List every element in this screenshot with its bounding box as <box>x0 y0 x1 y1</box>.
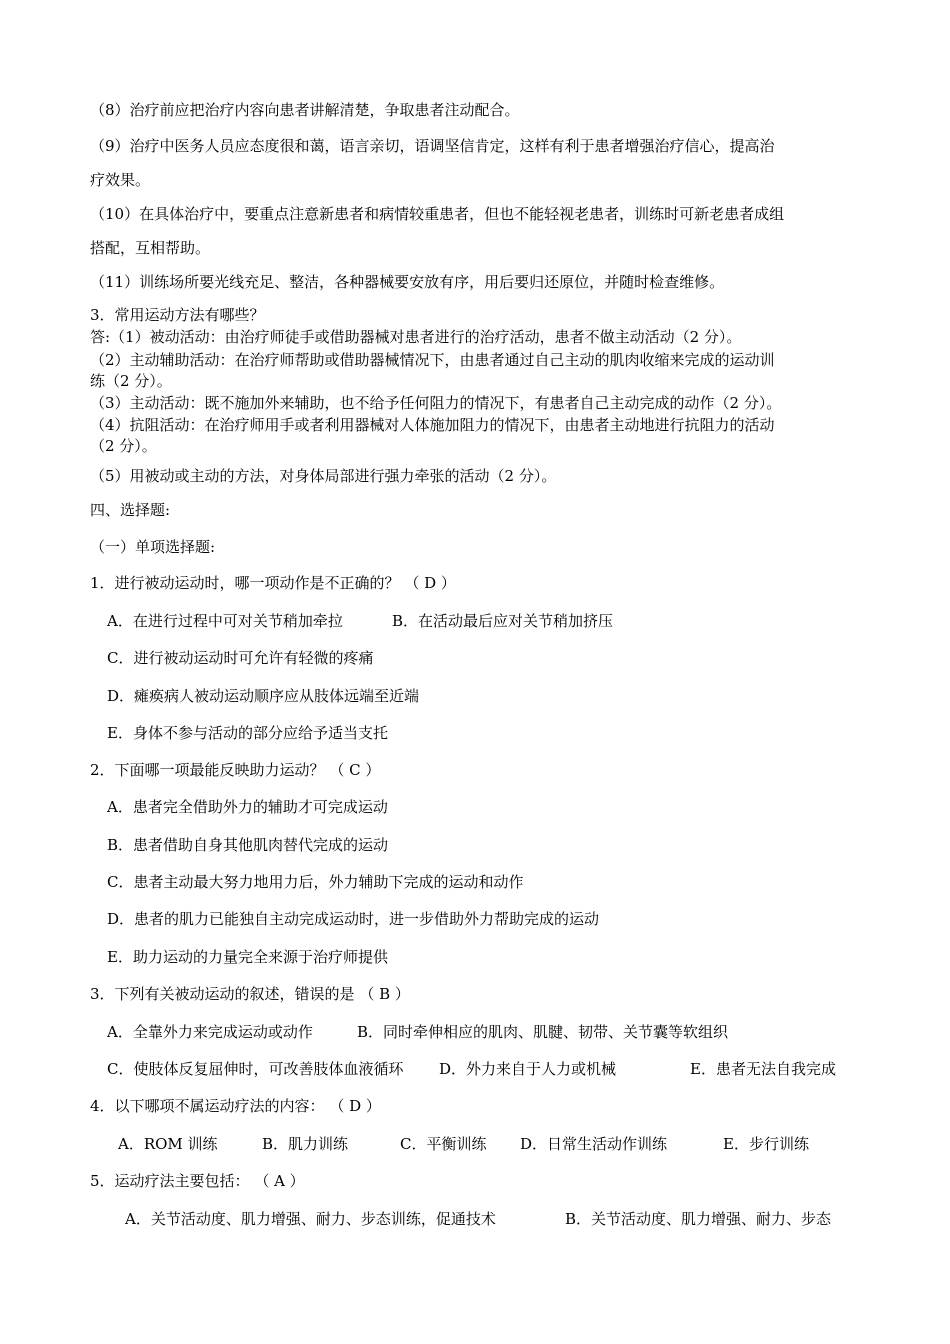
question-1-stem: 1．进行被动运动时，哪一项动作是不正确的？ （ D ） <box>90 574 456 592</box>
note-11: （11）训练场所要光线充足、整洁，各种器械要安放有序，用后要归还原位，并随时检查维修。 <box>90 273 725 291</box>
question-4-option-b: B．肌力训练 <box>262 1135 349 1153</box>
note-10-line2: 搭配，互相帮助。 <box>90 239 211 257</box>
question-5-option-a: A．关节活动度、肌力增强、耐力、步态训练，促通技术 <box>125 1210 496 1228</box>
question-1-option-e: E．身体不参与活动的部分应给予适当支托 <box>107 724 388 742</box>
question-1-option-d: D．瘫痪病人被动运动顺序应从肢体远端至近端 <box>107 687 420 705</box>
question-1-option-a: A．在进行过程中可对关节稍加牵拉 <box>107 612 343 630</box>
q3-answer-2-line1: （2）主动辅助活动：在治疗师帮助或借助器械情况下，由患者通过自己主动的肌肉收缩来完成的运动训 <box>90 351 775 369</box>
question-3-option-e: E．患者无法自我完成 <box>690 1060 836 1078</box>
question-2-option-a: A．患者完全借助外力的辅助才可完成运动 <box>107 798 388 816</box>
question-1-option-b: B．在活动最后应对关节稍加挤压 <box>392 612 614 630</box>
question-2-option-e: E．助力运动的力量完全来源于治疗师提供 <box>107 948 388 966</box>
note-10-line1: （10）在具体治疗中，要重点注意新患者和病情较重患者，但也不能轻视老患者，训练时可新老患者成组 <box>90 205 785 223</box>
question-4-stem: 4．以下哪项不属运动疗法的内容： （ D ） <box>90 1097 381 1115</box>
question-4-option-a: A．ROM 训练 <box>118 1135 218 1153</box>
question-4-option-e: E．步行训练 <box>723 1135 809 1153</box>
question-2-stem: 2．下面哪一项最能反映助力运动？ （ C ） <box>90 761 381 779</box>
question-2-option-b: B．患者借助自身其他肌肉替代完成的运动 <box>107 836 389 854</box>
question-5-option-b: B．关节活动度、肌力增强、耐力、步态 <box>565 1210 832 1228</box>
question-3-option-c: C．使肢体反复屈伸时，可改善肢体血液循环 <box>107 1060 404 1078</box>
question-4-option-c: C．平衡训练 <box>400 1135 487 1153</box>
q3-answer-1: 答:（1）被动活动：由治疗师徒手或借助器械对患者进行的治疗活动，患者不做主动活动（2 分）。 <box>90 328 742 346</box>
note-9-line2: 疗效果。 <box>90 171 151 189</box>
question-2-option-d: D．患者的肌力已能独自主动完成运动时，进一步借助外力帮助完成的运动 <box>107 910 600 928</box>
question-1-option-c: C．进行被动运动时可允许有轻微的疼痛 <box>107 649 374 667</box>
question-4-option-d: D．日常生活动作训练 <box>520 1135 668 1153</box>
note-9-line1: （9）治疗中医务人员应态度很和蔼，语言亲切，语调坚信肯定，这样有利于患者增强治疗信心，提高治 <box>90 137 775 155</box>
question-5-stem: 5．运动疗法主要包括： （ A ） <box>90 1172 305 1190</box>
question-2-option-c: C．患者主动最大努力地用力后，外力辅助下完成的运动和动作 <box>107 873 524 891</box>
question-3-option-d: D．外力来自于人力或机械 <box>439 1060 617 1078</box>
q3-answer-4-line2: （2 分）。 <box>90 437 157 455</box>
q3-answer-5: （5）用被动或主动的方法，对身体局部进行强力牵张的活动（2 分）。 <box>90 467 557 485</box>
section-title: 四、选择题: <box>90 501 171 519</box>
question-3-option-a: A．全靠外力来完成运动或动作 <box>107 1023 313 1041</box>
q3-answer-4-line1: （4）抗阻活动：在治疗师用手或者利用器械对人体施加阻力的情况下，由患者主动地进行抗阻力的活动 <box>90 416 775 434</box>
question-3-stem: 3．下列有关被动运动的叙述，错误的是 （ B ） <box>90 985 410 1003</box>
question-3-option-b: B．同时牵伸相应的肌肉、肌腱、韧带、关节囊等软组织 <box>357 1023 729 1041</box>
q3-title: 3．常用运动方法有哪些？ <box>90 306 265 324</box>
q3-answer-3: （3）主动活动：既不施加外来辅助，也不给予任何阻力的情况下，有患者自己主动完成的动作（2 分）。 <box>90 394 782 412</box>
subsection-title: （一）单项选择题: <box>90 538 216 556</box>
q3-answer-2-line2: 练（2 分）。 <box>90 372 172 390</box>
note-8: （8）治疗前应把治疗内容向患者讲解清楚，争取患者注动配合。 <box>90 101 520 119</box>
